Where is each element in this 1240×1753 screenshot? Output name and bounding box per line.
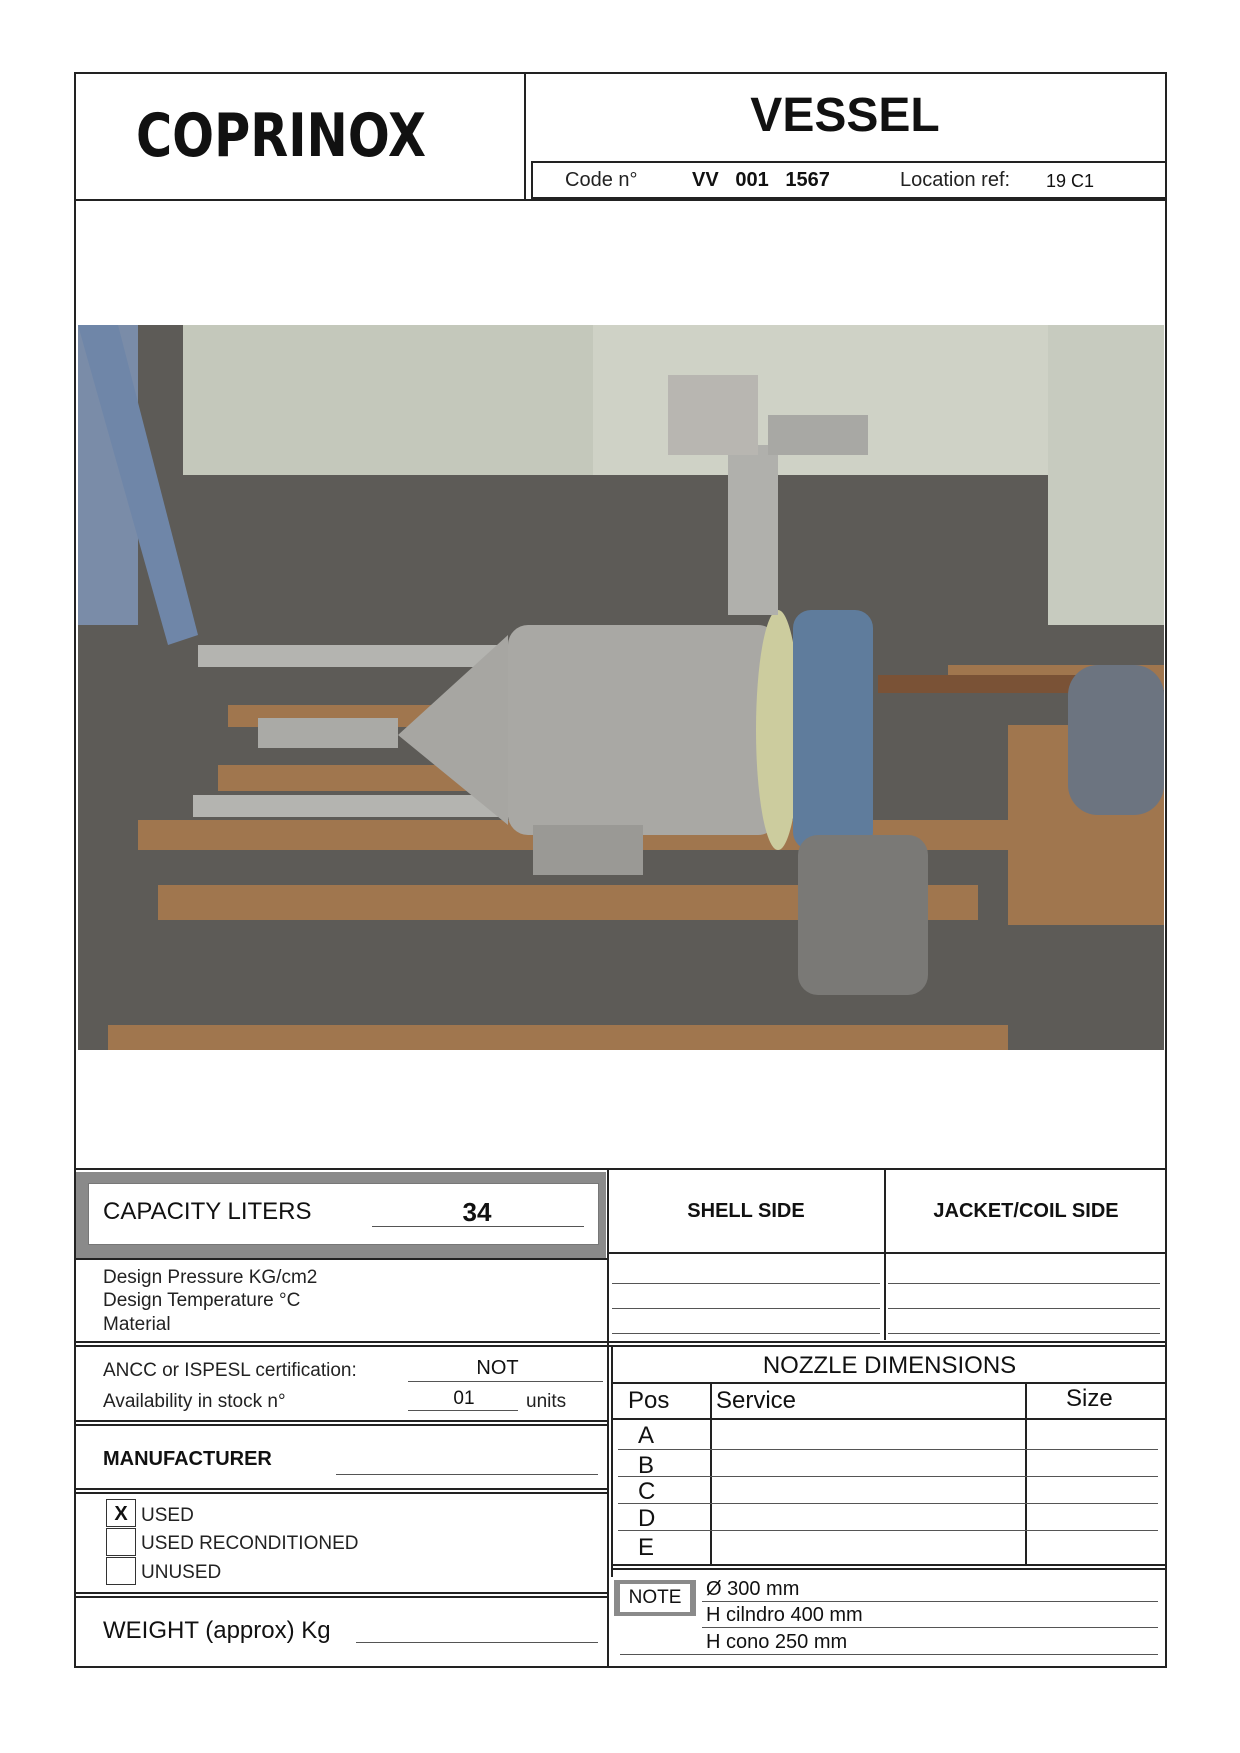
note-line-3-rule [620,1654,1158,1655]
design-temperature-label: Design Temperature °C [103,1290,301,1311]
capacity-value: 34 [462,1197,492,1227]
nozzle-row-d-rule [618,1530,1158,1531]
manufacturer-bottom-rule [74,1488,607,1490]
nozzle-row-a: A [638,1422,655,1449]
shell-material-line [612,1333,880,1334]
nozzle-pos-header: Pos [628,1387,670,1414]
nozzle-row-b-rule [618,1476,1158,1477]
unused-checkbox[interactable] [106,1557,136,1585]
jacket-temperature-line [888,1308,1160,1309]
nozzle-row-c: C [638,1478,656,1505]
capacity-underline [372,1226,584,1227]
cert-bottom-rule-double [74,1424,607,1426]
jacket-pressure-line [888,1283,1160,1284]
design-bottom-rule [74,1341,1167,1343]
certification-value: NOT [476,1357,519,1379]
side-divider [884,1168,886,1340]
note-line-1: Ø 300 mm [706,1578,800,1600]
used-reconditioned-label: USED RECONDITIONED [141,1533,359,1554]
cert-bottom-rule [74,1420,607,1422]
certification-underline [408,1381,603,1382]
used-label: USED [141,1505,194,1526]
note-label: NOTE [620,1584,690,1612]
stock-label: Availability in stock n° [103,1391,286,1412]
design-bottom-rule-double [74,1345,1167,1347]
capacity-label: CAPACITY LITERS [103,1198,312,1225]
jacket-side-header: JACKET/COIL SIDE [933,1200,1119,1222]
header-divider [524,72,526,200]
sides-header-rule [607,1252,1167,1254]
note-line-2-rule [702,1627,1158,1628]
logo-text: COPRINOX [136,101,426,171]
weight-label: WEIGHT (approx) Kg [103,1617,331,1644]
nozzle-title: NOZZLE DIMENSIONS [762,1352,1017,1379]
nozzle-service-header: Service [716,1387,797,1414]
nozzle-row-e: E [638,1534,655,1561]
note-line-3: H cono 250 mm [706,1631,848,1653]
nozzle-bottom-rule [611,1564,1167,1566]
used-reconditioned-checkbox[interactable] [106,1528,136,1556]
unused-label: UNUSED [141,1562,222,1583]
jacket-material-line [888,1333,1160,1334]
vessel-photo-icon [78,325,1164,1050]
manufacturer-label: MANUFACTURER [103,1448,272,1470]
shell-pressure-line [612,1283,880,1284]
stock-underline [408,1410,518,1411]
nozzle-service-divider [710,1383,712,1566]
note-line-1-rule [702,1601,1158,1602]
nozzle-row-c-rule [618,1503,1158,1504]
nozzle-row-d: D [638,1505,656,1532]
material-label: Material [103,1314,171,1335]
code-value: VV 001 1567 [692,169,830,191]
manufacturer-underline [336,1474,598,1475]
note-line-2: H cilndro 400 mm [706,1604,863,1626]
location-label: Location ref: [900,169,1011,191]
nozzle-size-header: Size [1066,1385,1113,1412]
condition-bottom-rule [74,1592,607,1594]
nozzle-size-divider [1025,1383,1027,1566]
manufacturer-bottom-rule-double [74,1492,607,1494]
capacity-bottom-rule [74,1258,607,1260]
middle-divider [607,1168,609,1668]
stock-units: units [526,1391,567,1412]
location-value: 19 C1 [1046,171,1095,191]
table-top-rule [74,1168,1167,1170]
nozzle-bottom-rule-double [611,1568,1167,1570]
code-label: Code n° [565,169,638,191]
nozzle-row-b: B [638,1452,655,1479]
weight-underline [356,1642,598,1643]
stock-value: 01 [453,1388,475,1409]
nozzle-title-rule [611,1382,1167,1384]
condition-bottom-rule-double [74,1596,607,1598]
shell-side-header: SHELL SIDE [687,1200,805,1222]
nozzle-header-rule [611,1418,1167,1420]
used-checkbox[interactable]: X [106,1499,136,1527]
design-pressure-label: Design Pressure KG/cm2 [103,1267,318,1288]
vessel-photo [78,325,1164,1050]
header-bottom-rule [74,199,1167,201]
shell-temperature-line [612,1308,880,1309]
document-title: VESSEL [750,89,940,142]
certification-label: ANCC or ISPESL certification: [103,1360,357,1381]
nozzle-row-a-rule [618,1449,1158,1450]
coprinox-logo [132,100,432,170]
